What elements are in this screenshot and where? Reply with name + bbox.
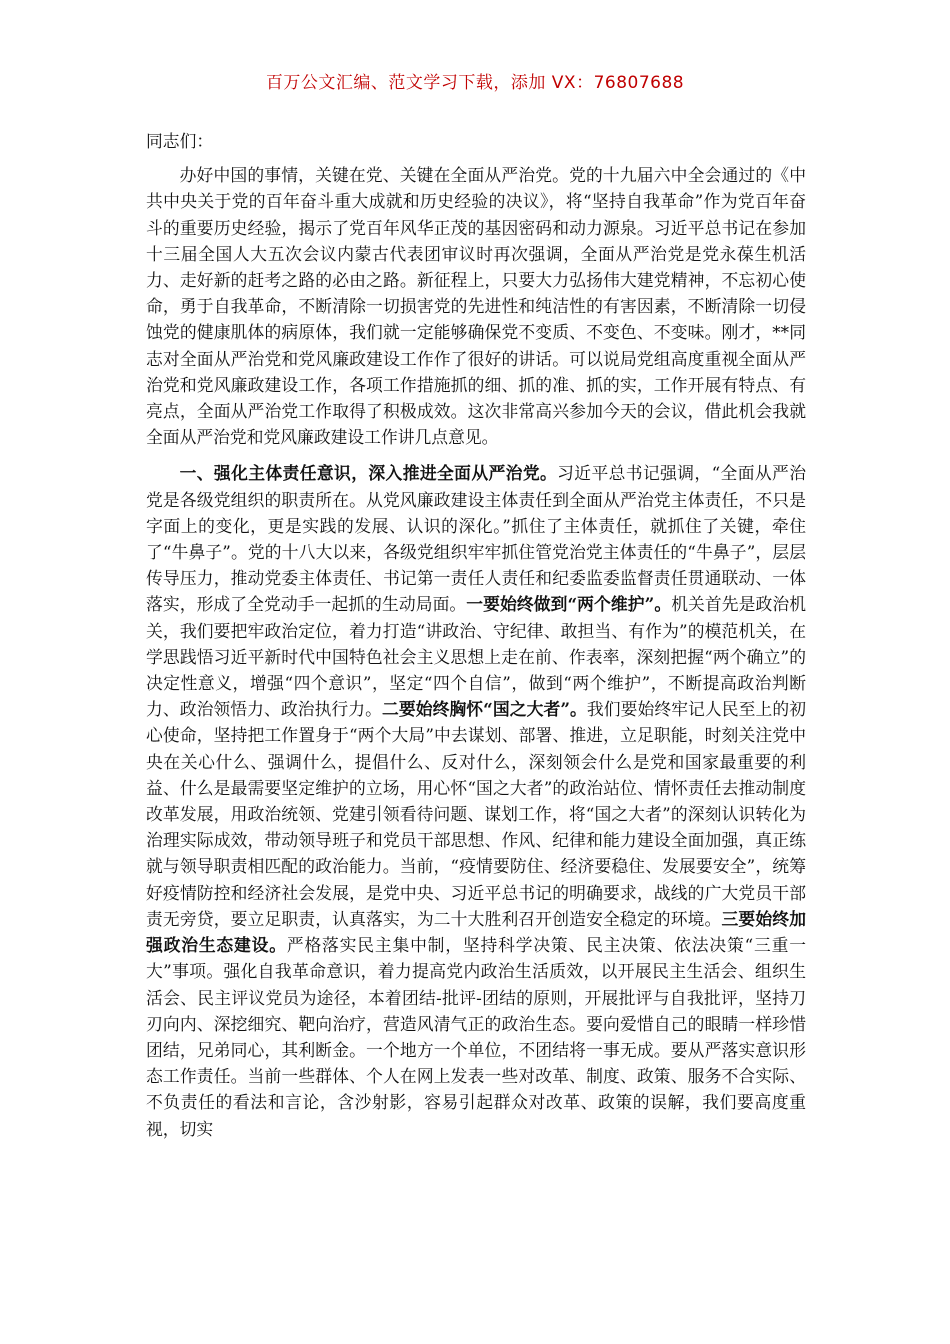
greeting: 同志们： [146, 131, 214, 151]
point-heading-one: 一要始终做到“两个维护”。 [466, 594, 672, 615]
text-run: 机关首先是政治机关，我们要把牢政治定位，着力打造“讲政治、守纪律、敢担当、有作为”的模范机关，在学思践悟习近平新时代中国特色社会主义思想上走在前、作表率，深刻把握“两个确立”的决定性意义，增强“四个意识”，坚定“四个自信”，做到“两个维护”，不断提高政治判断力、政治领悟力、政治执行力。 [146, 594, 806, 720]
point-heading-three: 三要始终加强政治生态建设。 [146, 908, 806, 956]
text-run: 严格落实民主集中制，坚持科学决策、民主决策、依法决策“三重一大”事项。强化自我革命意识，着力提高党内政治生活质效，以开展民主生活会、组织生活会、民主评议党员为途径，本着团结-批评-团结的原则，开展批评与自我批评，坚持刀刃向内、深挖细究、靶向治疗，营造风清气正的政治生态。要向爱惜自己的眼睛一样珍惜团结，兄弟同心，其利断金。一个地方一个单位，不团结将一事无成。要从严落实意识形态工作责任。当前一些群体、个人在网上发表一些对改革、制度、政策、服务不合实际、不负责任的看法和言论，含沙射影，容易引起群众对改革、政策的误解，我们要高度重视，切实 [146, 935, 806, 1139]
text-run: 办好中国的事情，关键在党、关键在全面从严治党。党的十九届六中全会通过的《中共中央关于党的百年奋斗重大成就和历史经验的决议》，将“坚持自我革命”作为党百年奋斗的重要历史经验，揭示了党百年风华正茂的基因密码和动力源泉。习近平总书记在参加十三届全国人大五次会议内蒙古代表团审议时再次强调，全面从严治党是党永葆生机活力、走好新的赶考之路的必由之路。新征程上，只要大力弘扬伟大建党精神，不忘初心使命，勇于自我革命，不断清除一切损害党的先进性和纯洁性的有害因素，不断清除一切侵蚀党的健康肌体的病原体，我们就一定能够确保党不变质、不变色、不变味。刚才，**同志对全面从严治党和党风廉政建设工作作了很好的讲话。可以说局党组高度重视全面从严治党和党风廉政建设工作，各项工作措施抓的细、抓的准、抓的实，工作开展有特点、有亮点，全面从严治党工作取得了积极成效。这次非常高兴参加今天的会议，借此机会我就全面从严治党和党风廉政建设工作讲几点意见。 [146, 165, 806, 448]
section-heading: 一、强化主体责任意识，深入推进全面从严治党。 [179, 463, 558, 484]
header-banner: 百万公文汇编、范文学习下载，添加 VX：76807688 [265, 73, 685, 93]
point-heading-two: 二要始终胸怀“国之大者”。 [382, 699, 587, 720]
document-body [146, 128, 806, 1152]
text-run: 习近平总书记强调，“全面从严治党是各级党组织的职责所在。从党风廉政建设主体责任到全面从严治党主体责任，不只是字面上的变化，更是实践的发展、认识的深化。”抓住了主体责任，就抓住了关键，牵住了“牛鼻子”。党的十八大以来，各级党组织牢牢抓住管党治党主体责任的“牛鼻子”，层层传导压力，推动党委主体责任、书记第一责任人责任和纪委监委监督责任贯通联动、一体落实，形成了全党动手一起抓的生动局面。 [146, 463, 806, 615]
paragraph-intro [146, 162, 806, 450]
text-run: 我们要始终牢记人民至上的初心使命，坚持把工作置身于“两个大局”中去谋划、部署、推进，立足职能，时刻关注党中央在关心什么、强调什么，提倡什么、反对什么，深刻领会什么是党和国家最重要的利益、什么是最需要坚定维护的立场，用心怀“国之大者”的政治站位、情怀责任去推动制度改革发展，用政治统领、党建引领看待问题、谋划工作，将“国之大者”的深刻认识转化为治理实际成效，带动领导班子和党员干部思想、作风、纪律和能力建设全面加强，真正练就与领导职责相匹配的政治能力。当前，“疫情要防住、经济要稳住、发展要安全”，统筹好疫情防控和经济社会发展，是党中央、习近平总书记的明确要求，战线的广大党员干部责无旁贷，要立足职责，认真落实，为二十大胜利召开创造安全稳定的环境。 [146, 699, 806, 929]
paragraph-section-one [146, 460, 806, 1141]
